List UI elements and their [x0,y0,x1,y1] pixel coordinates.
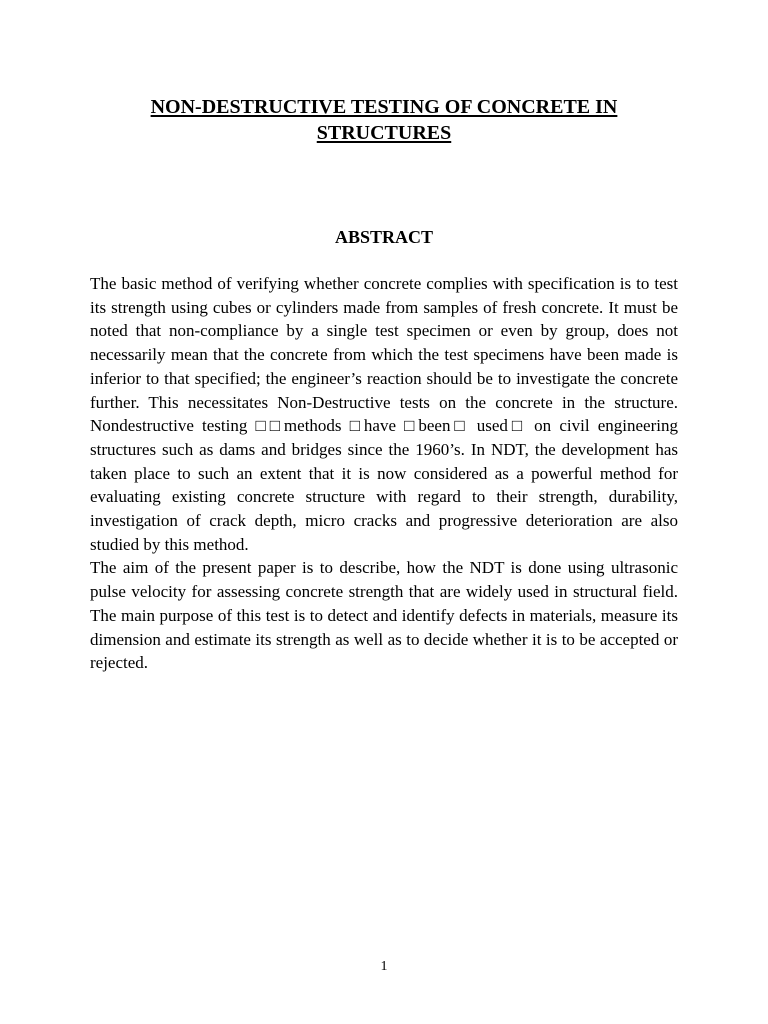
abstract-heading: ABSTRACT [334,227,434,247]
abstract-paragraph-2: The aim of the present paper is to describe, how the NDT is done using ultrasonic pulse velocity for assessing concrete strength that are widely used in structural field. The main purpose of this test is to detect and identify defects in materials, measure its dimension and estimate its strength as well as to decide whether it is to be accepted or rejected. [90,558,678,673]
paper-title [90,94,678,146]
abstract-body [90,272,678,675]
paper-title-line-2: STRUCTURES [316,122,452,144]
abstract-paragraph-1: The basic method of verifying whether concrete complies with specification is to test its strength using cubes or cylinders made from samples of fresh concrete. It must be noted that non-compliance by a single test specimen or even by group, does not necessarily mean that the concrete from which the test specimens have been made is inferior to that specified; the engineer’s reaction should be to investigate the concrete further. This necessitates Non-Destructive tests on the concrete in the structure. Nondestructive testing □□methods □have □been□ used□ on civil engineering structures such as dams and bridges since the 1960’s. In NDT, the development has taken place to such an extent that it is now considered as a powerful method for evaluating existing concrete structure with regard to their strength, durability, investigation of crack depth, micro cracks and progressive deterioration are also studied by this method. [90,274,678,554]
page-number: 1 [380,959,388,974]
paper-title-line-1: NON-DESTRUCTIVE TESTING OF CONCRETE IN [150,96,618,118]
